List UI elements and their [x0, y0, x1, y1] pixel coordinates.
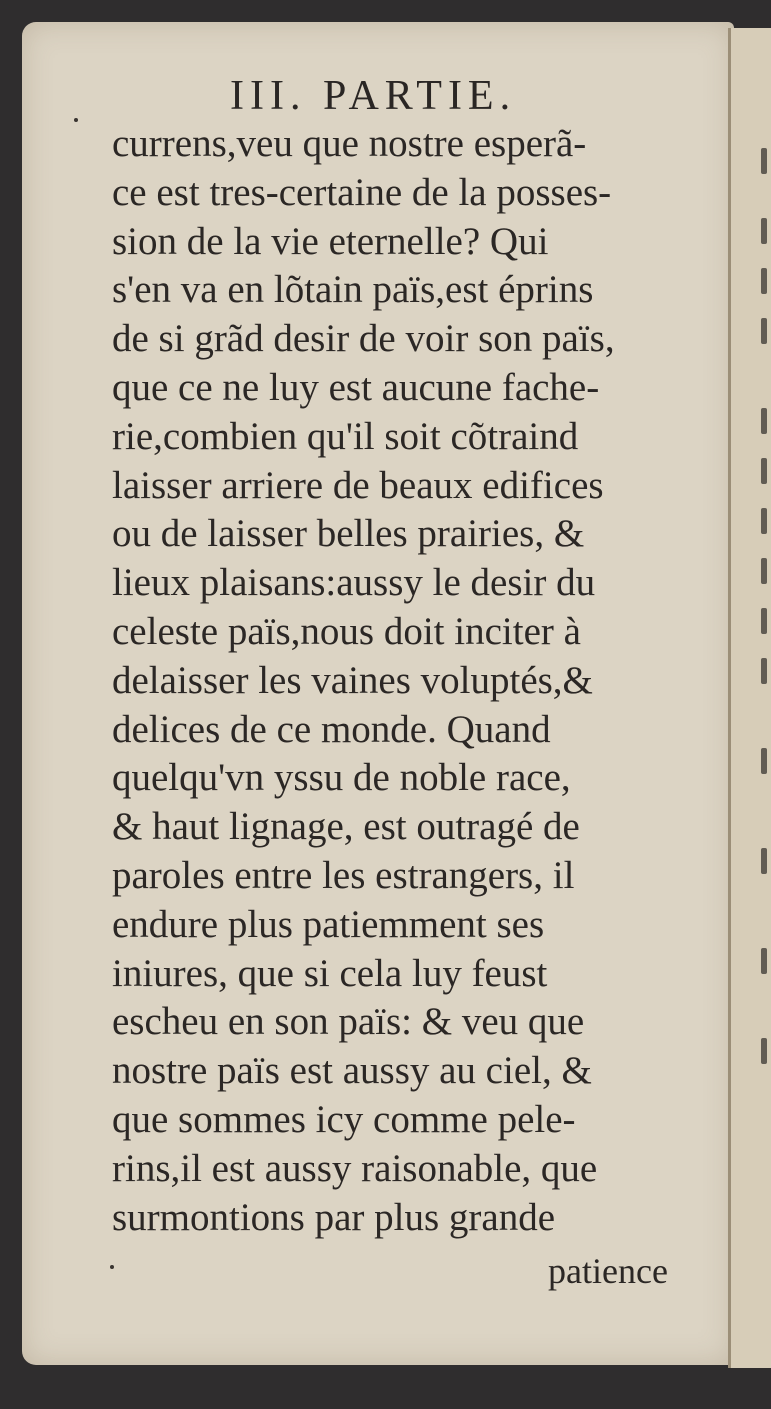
text-line: lieux plaisans:aussy le desir du	[112, 561, 596, 605]
text-fragment	[761, 848, 767, 874]
text-line: que ce ne luy est aucune fache-	[112, 365, 600, 409]
text-fragment	[761, 148, 767, 174]
text-fragment	[761, 458, 767, 484]
text-line: delaisser les vaines voluptés,&	[112, 658, 593, 702]
text-line: endure plus patiemment ses	[112, 902, 545, 946]
next-page-edge	[728, 28, 771, 1368]
text-line: iniures, que si cela luy feust	[112, 951, 548, 995]
text-line: ou de laisser belles prairies, &	[112, 512, 585, 556]
text-line: & haut lignage, est outragé de	[112, 805, 580, 849]
text-line: ce est tres-certaine de la posses-	[112, 170, 612, 214]
text-fragment	[761, 1038, 767, 1064]
text-line: currens,veu que nostre esperã-	[112, 122, 587, 165]
text-line: rie,combien qu'il soit cõtraind	[112, 414, 579, 458]
catchword: patience	[548, 1251, 668, 1291]
text-line: de si grãd desir de voir son païs,	[112, 317, 615, 361]
text-line: paroles entre les estrangers, il	[112, 853, 575, 897]
text-line: delices de ce monde. Quand	[112, 707, 551, 751]
text-fragment	[761, 948, 767, 974]
text-fragment	[761, 318, 767, 344]
text-fragment	[761, 268, 767, 294]
text-fragment	[761, 658, 767, 684]
text-line: surmontions par plus grande	[112, 1195, 556, 1239]
text-line: rins,il est aussy raisonable, que	[112, 1146, 598, 1190]
text-line: que sommes icy comme pele-	[112, 1097, 576, 1141]
text-fragment	[761, 408, 767, 434]
text-line: laisser arriere de beaux edifices	[112, 463, 604, 507]
text-fragment	[761, 608, 767, 634]
ink-speck	[110, 1265, 114, 1269]
ink-speck	[74, 118, 78, 122]
text-fragment	[761, 748, 767, 774]
page-header: III. PARTIE.	[230, 73, 517, 119]
text-fragment	[761, 558, 767, 584]
body-text	[112, 120, 712, 1242]
text-line: celeste païs,nous doit inciter à	[112, 609, 581, 653]
text-line: escheu en son païs: & veu que	[112, 1000, 585, 1044]
text-fragment	[761, 508, 767, 534]
text-line: nostre païs est aussy au ciel, &	[112, 1049, 592, 1093]
text-line: sion de la vie eternelle? Qui	[112, 219, 549, 263]
text-fragment	[761, 218, 767, 244]
text-line: quelqu'vn yssu de noble race,	[112, 756, 571, 800]
text-line: s'en va en lõtain païs,est éprins	[112, 268, 594, 312]
